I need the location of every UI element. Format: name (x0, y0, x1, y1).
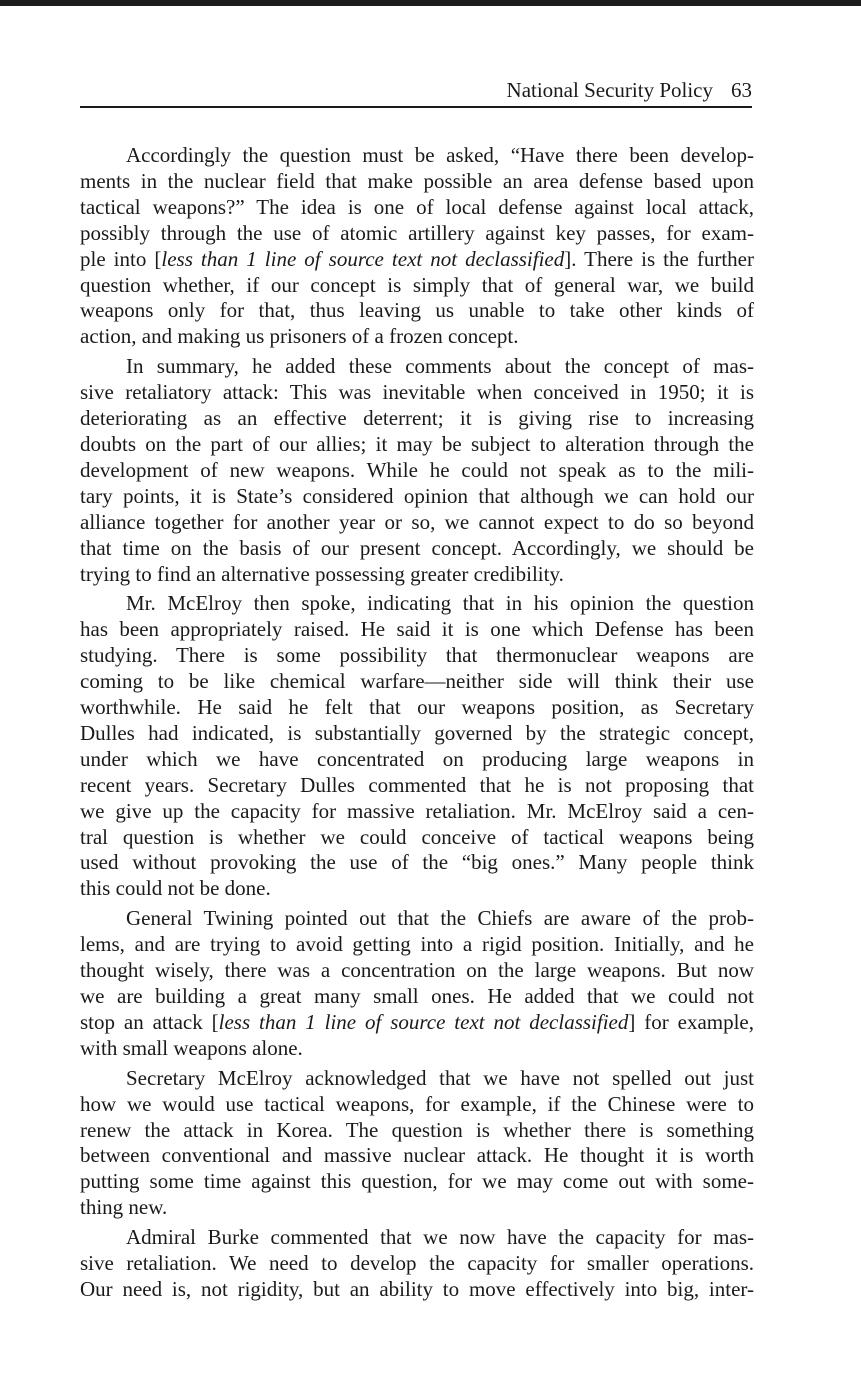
text-line: question whether, if our concept is simply that of general war, we build (80, 272, 754, 297)
text-line: alliance together for another year or so, we cannot expect to do so beyond (80, 509, 754, 534)
text-line: worthwhile. He said he felt that our weapons position, as Secretary (80, 695, 754, 720)
line-text: stop an attack [ (80, 1009, 219, 1034)
text-line: we give up the capacity for massive retaliation. Mr. McElroy said a cen- (80, 798, 754, 823)
text-line: thought wisely, there was a concentration on the large weapons. But now (80, 958, 754, 983)
paragraph (80, 591, 754, 902)
text-line: under which we have concentrated on producing large weapons in (80, 746, 754, 771)
text-line: deteriorating as an effective deterrent; it is giving rise to increasing (80, 406, 754, 431)
text-line: sive retaliation. We need to develop the capacity for smaller operations. (80, 1251, 754, 1276)
text-line: action, and making us prisoners of a frozen concept. (80, 324, 519, 349)
paragraph (80, 906, 754, 1061)
running-head (80, 76, 752, 104)
line-text: ]. There is the further (564, 246, 755, 271)
text-line: has been appropriately raised. He said it is one which Defense has been (80, 617, 754, 642)
text-line: this could not be done. (80, 876, 271, 901)
text-line: tral question is whether we could conceive of tactical weapons being (80, 824, 754, 849)
text-line: Secretary McElroy acknowledged that we have not spelled out just (126, 1065, 754, 1090)
text-line: development of new weapons. While he could not speak as to the mili- (80, 457, 754, 482)
text-line: trying to find an alternative possessing greater credibility. (80, 561, 564, 586)
text-line: used without provoking the use of the “big ones.” Many people think (80, 850, 754, 875)
text-line: ments in the nuclear field that make possible an area defense based upon (80, 168, 754, 193)
text-line: General Twining pointed out that the Chiefs are aware of the prob- (126, 906, 754, 931)
text-line: recent years. Secretary Dulles commented that he is not proposing that (80, 772, 754, 797)
line-text: ] for example, (628, 1009, 755, 1034)
text-line: thing new. (80, 1195, 168, 1220)
text-line: renew the attack in Korea. The question is whether there is something (80, 1117, 754, 1142)
text-line: Accordingly the question must be asked, “Have there been develop- (126, 143, 754, 167)
text-line: Our need is, not rigidity, but an ability to move effectively into big, inter- (80, 1276, 754, 1301)
text-line: with small weapons alone. (80, 1035, 303, 1060)
paragraph (80, 354, 754, 587)
paragraph (80, 143, 754, 350)
text-line: sive retaliatory attack: This was inevitable when conceived in 1950; it is (80, 380, 754, 405)
scan-edge (0, 0, 861, 6)
text-line: how we would use tactical weapons, for example, if the Chinese were to (80, 1091, 754, 1116)
text-line: possibly through the use of atomic artillery against key passes, for exam- (80, 220, 754, 245)
text-line: coming to be like chemical warfare—neither side will think their use (80, 669, 754, 694)
page-number: 63 (731, 78, 752, 102)
text-line: between conventional and massive nuclear attack. He thought it is worth (80, 1143, 754, 1168)
text-line: putting some time against this question, for we may come out with some- (80, 1169, 754, 1194)
text-line (80, 1010, 754, 1036)
paragraph (80, 1066, 754, 1221)
text-line: studying. There is some possibility that thermonuclear weapons are (80, 643, 754, 668)
text-line: Dulles had indicated, is substantially governed by the strategic concept, (80, 720, 754, 745)
text-line: In summary, he added these comments about the concept of mas- (126, 354, 754, 379)
editorial-note: less than 1 line of source text not declassified (161, 246, 565, 271)
text-line: Admiral Burke commented that we now have the capacity for mas- (126, 1225, 754, 1250)
text-line: that time on the basis of our present concept. Accordingly, we should be (80, 535, 754, 560)
text-line (80, 247, 754, 273)
header-rule (80, 106, 752, 108)
line-text: ple into [ (80, 246, 162, 271)
text-line: tactical weapons?” The idea is one of local defense against local attack, (80, 194, 754, 219)
text-line: lems, and are trying to avoid getting into a rigid position. Initially, and he (80, 932, 754, 957)
text-line: weapons only for that, thus leaving us unable to take other kinds of (80, 298, 754, 323)
text-line: tary points, it is State’s considered opinion that although we can hold our (80, 483, 754, 508)
text-line: doubts on the part of our allies; it may be subject to alteration through the (80, 431, 754, 456)
running-title: National Security Policy (506, 78, 713, 102)
text-line: we are building a great many small ones. He added that we could not (80, 984, 754, 1008)
text-line: Mr. McElroy then spoke, indicating that in his opinion the question (126, 591, 754, 616)
editorial-note: less than 1 line of source text not declassified (218, 1009, 629, 1034)
paragraph (80, 1225, 754, 1303)
body-text (80, 143, 754, 1308)
